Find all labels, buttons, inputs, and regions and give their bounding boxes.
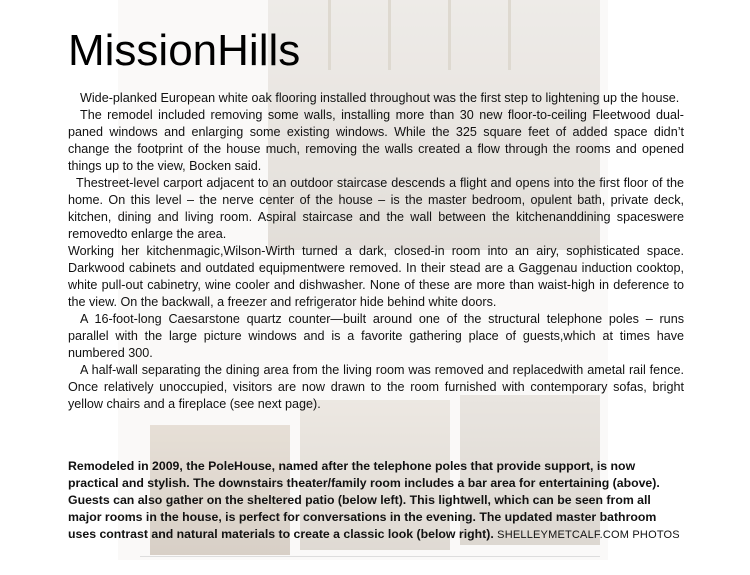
article-paragraph: Thestreet-level carport adjacent to an outdoor staircase descends a flight and opens into the first floor of the home. On this level – the nerve center of the house – is the master bedroom, opulent bath, private deck, kitchen, dining and living room. Aspiral staircase and the wall between the kitchenanddining spaceswere removedto enlarge the area. [68,176,684,241]
article-body [68,90,684,413]
caption-text: Remodeled in 2009, the PoleHouse, named after the telephone poles that provide support, is now practical and stylish. The downstairs theater/family room includes a bar area for entertaining (above). Guests can also gather on the sheltered patio (below left). This lightwell, which can be seen from all major rooms in the house, is perfect for conversations in the evening. The updated master bathroom uses contrast and natural materials to create a classic look (below right). [68,459,660,541]
article-paragraph: A 16-foot-long Caesarstone quartz counter—built around one of the structural telephone poles – runs parallel with the large picture windows and is a favorite gathering place of guests,which at times have numbered 300. [68,312,684,360]
article-paragraph: Wide-planked European white oak flooring installed throughout was the first step to lightening up the house. [80,91,680,105]
article-paragraph: A half-wall separating the dining area from the living room was removed and replacedwith ametal rail fence. Once relatively unoccupied, visitors are now drawn to the room furnished with contemporary sofas, bright yellow chairs and a fireplace (see next page). [68,363,684,411]
article-title: MissionHills [68,26,301,75]
photo-credit: SHELLEYMETCALF.COM PHOTOS [497,529,680,541]
article-paragraph: The remodel included removing some walls, installing more than 30 new floor-to-ceiling Fleetwood dual-paned windows and enlarging some existing windows. While the 325 square feet of added space didn’t change the footprint of the house much, removing the walls created a flow through the rooms and opened things up to the view, Bocken said. [68,108,684,173]
article-paragraph: Working her kitchenmagic,Wilson-Wirth turned a dark, closed-in room into an airy, sophisticated space. Darkwood cabinets and outdated equipmentwere removed. In their stead are a Gaggenau induction cooktop, white pull-out cabinetry, wine cooler and dishwasher. None of these are more than waist-high in deference to the view. On the backwall, a freezer and refrigerator hide behind white doors. [68,244,684,309]
photo-caption [68,458,686,544]
